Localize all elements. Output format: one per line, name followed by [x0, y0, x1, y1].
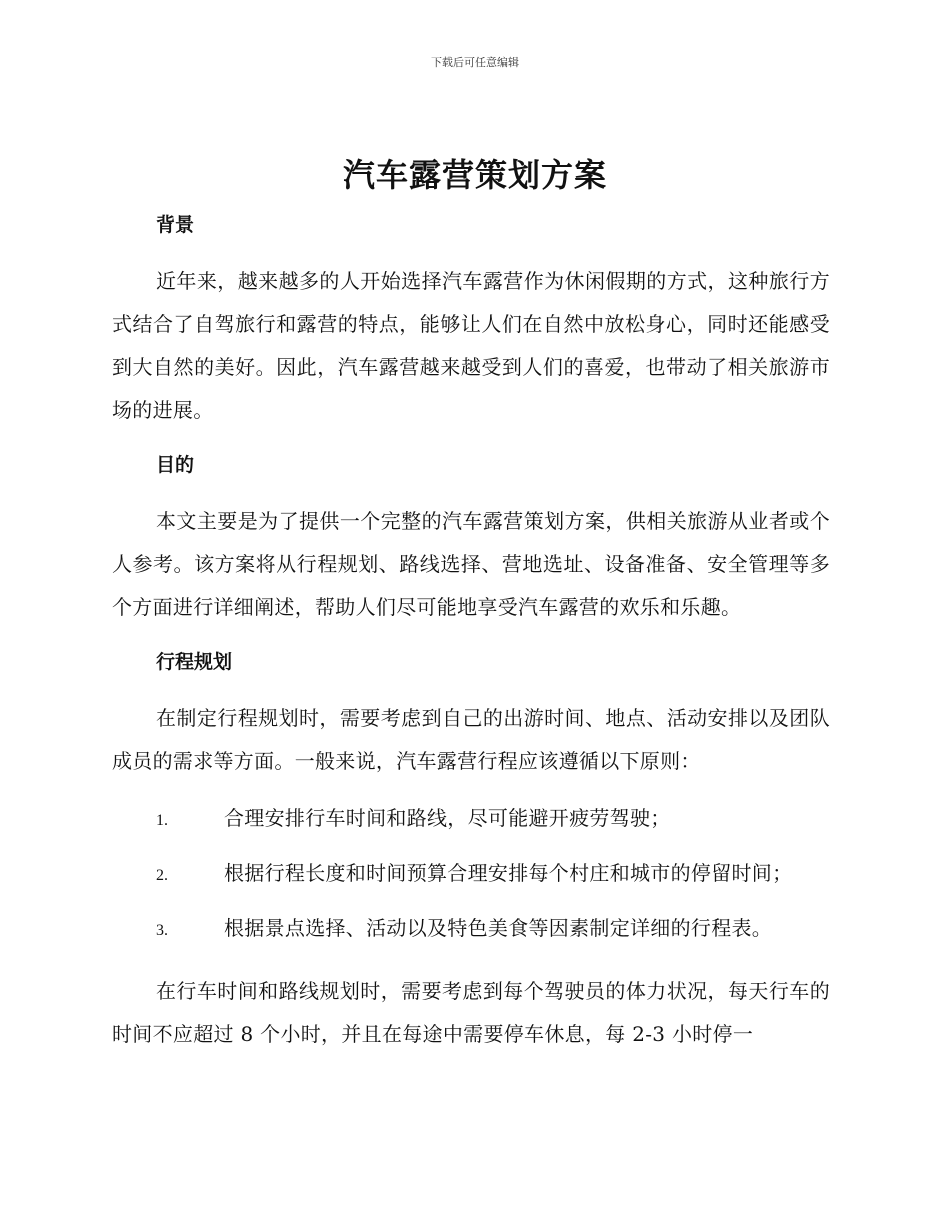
- itinerary-closing-paragraph: 在行车时间和路线规划时，需要考虑到每个驾驶员的体力状况，每天行车的时间不应超过 8 个小时，并且在每途中需要停车休息，每 2-3 小时停一: [112, 979, 830, 1046]
- section-heading-background: 背景: [156, 214, 195, 236]
- section-heading-purpose: 目的: [156, 454, 195, 476]
- list-item: [112, 852, 830, 907]
- itinerary-principles-list: [112, 797, 830, 962]
- section-heading-itinerary: 行程规划: [156, 651, 233, 673]
- list-item-number: 1.: [156, 812, 168, 829]
- document-title: 汽车露营策划方案: [342, 156, 607, 194]
- header-note: 下载后可任意编辑: [431, 56, 519, 69]
- list-item-number: 3.: [156, 922, 168, 939]
- background-paragraph: 近年来，越来越多的人开始选择汽车露营作为休闲假期的方式，这种旅行方式结合了自驾旅行和露营的特点，能够让人们在自然中放松身心，同时还能感受到大自然的美好。因此，汽车露营越来越受到人们的喜爱，也带动了相关旅游市场的进展。: [112, 269, 830, 422]
- purpose-paragraph: 本文主要是为了提供一个完整的汽车露营策划方案，供相关旅游从业者或个人参考。该方案将从行程规划、路线选择、营地选址、设备准备、安全管理等多个方面进行详细阐述，帮助人们尽可能地享受汽车露营的欢乐和乐趣。: [112, 509, 830, 619]
- itinerary-intro-paragraph: 在制定行程规划时，需要考虑到自己的出游时间、地点、活动安排以及团队成员的需求等方面。一般来说，汽车露营行程应该遵循以下原则：: [112, 706, 830, 773]
- list-item-text: 根据景点选择、活动以及特色美食等因素制定详细的行程表。: [224, 916, 773, 940]
- list-item: [112, 797, 830, 852]
- list-item-text: 合理安排行车时间和路线，尽可能避开疲劳驾驶；: [224, 806, 671, 830]
- document-body: [112, 200, 830, 1070]
- list-item-text: 根据行程长度和时间预算合理安排每个村庄和城市的停留时间；: [224, 861, 793, 885]
- list-item: [112, 907, 830, 962]
- list-item-number: 2.: [156, 867, 168, 884]
